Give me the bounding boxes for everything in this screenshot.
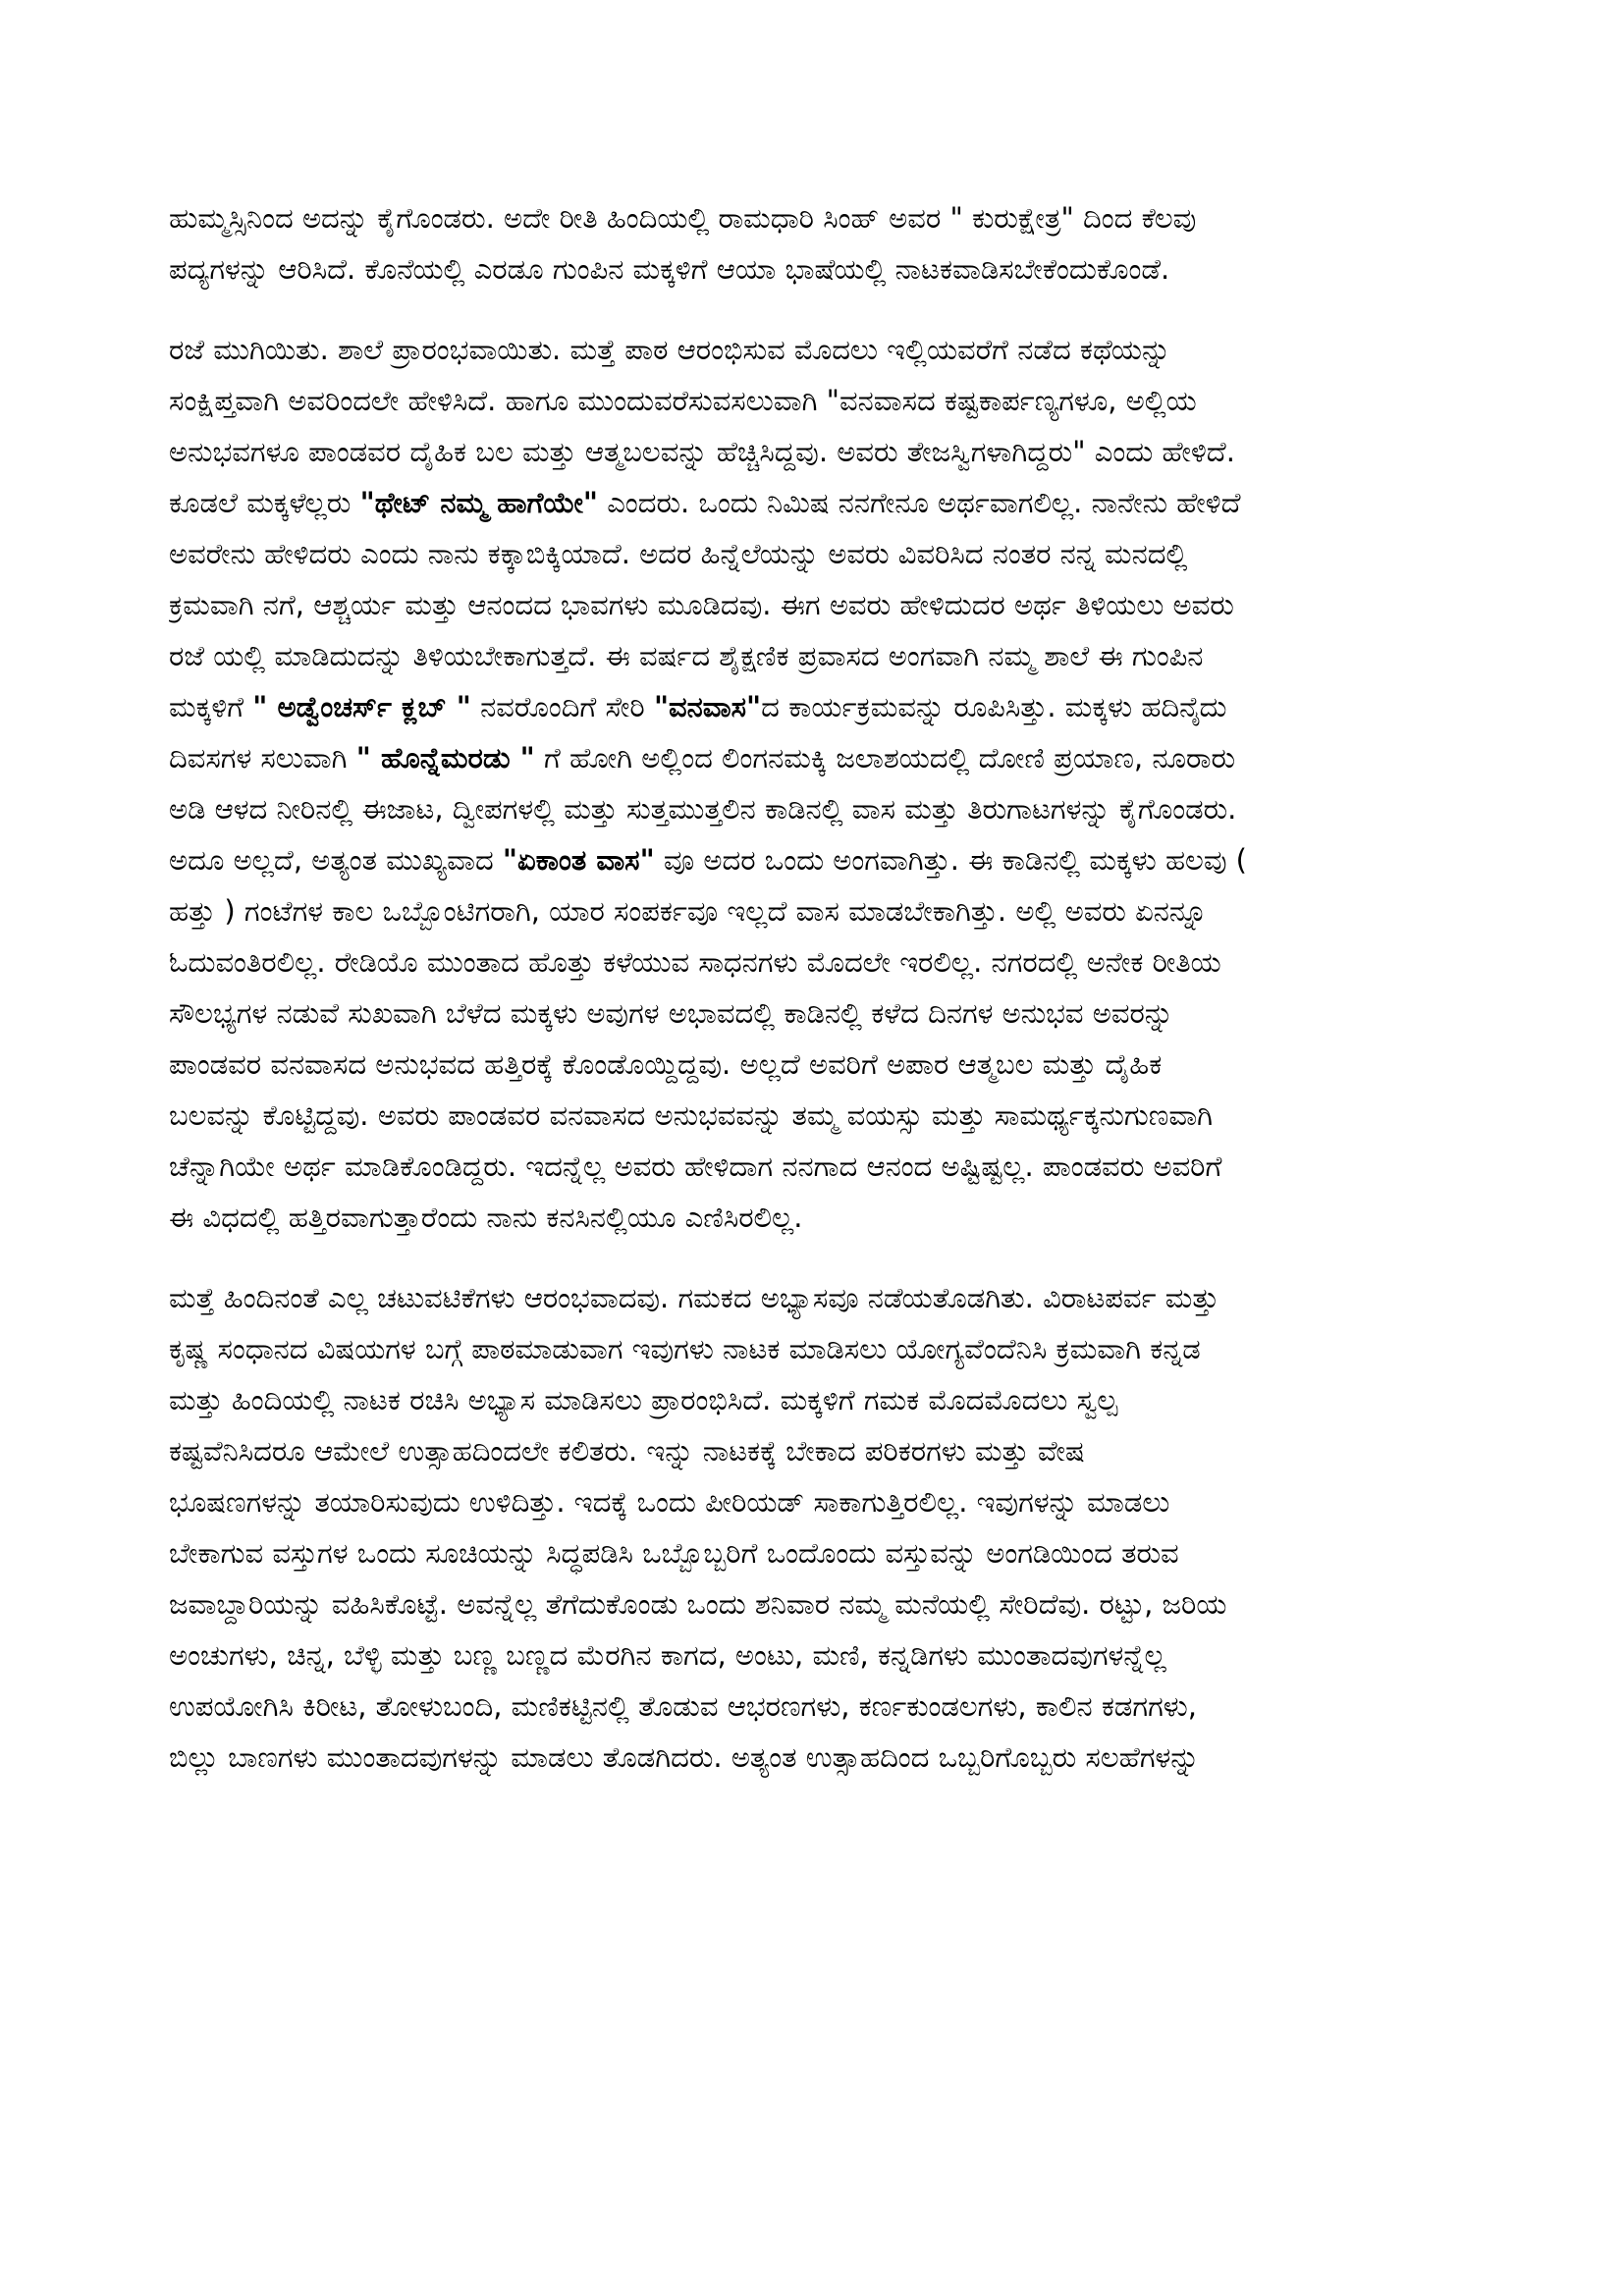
- text-line: ಅನುಭವಗಳೂ ಪಾಂಡವರ ದೈಹಿಕ ಬಲ ಮತ್ತು ಆತ್ಮಬಲವನ್ನು ಹೆಚ್ಚಿಸಿದ್ದವು. ಅವರು ತೇಜಸ್ವಿಗಳಾಗಿದ್ದರು" ಎಂದು ಹೇಳಿದೆ.: [169, 435, 1235, 468]
- text-line: ಸೌಲಭ್ಯಗಳ ನಡುವೆ ಸುಖವಾಗಿ ಬೆಳೆದ ಮಕ್ಕಳು ಅವುಗಳ ಅಭಾವದಲ್ಲಿ ಕಾಡಿನಲ್ಲಿ ಕಳೆದ ದಿನಗಳ ಅನುಭವ ಅವರನ್ನು: [169, 996, 1174, 1030]
- text-line: ಮಕ್ಕಳಿಗೆ " ಅಡ್ವೆಂಚರ್ಸ್ ಕ್ಲಬ್ " ನವರೊಂದಿಗೆ ಸೇರಿ "ವನವಾಸ"ದ ಕಾರ್ಯಕ್ರಮವನ್ನು ರೂಪಿಸಿತ್ತು. ಮಕ್ಕಳು ಹದಿನೈದು: [169, 690, 1227, 723]
- text-line: ಕಷ್ಟವೆನಿಸಿದರೂ ಆಮೇಲೆ ಉತ್ಸಾಹದಿಂದಲೇ ಕಲಿತರು. ಇನ್ನು ನಾಟಕಕ್ಕೆ ಬೇಕಾದ ಪರಿಕರಗಳು ಮತ್ತು ವೇಷ: [169, 1434, 1085, 1468]
- text-line: ಅಡಿ ಆಳದ ನೀರಿನಲ್ಲಿ ಈಜಾಟ, ದ್ವೀಪಗಳಲ್ಲಿ ಮತ್ತು ಸುತ್ತಮುತ್ತಲಿನ ಕಾಡಿನಲ್ಲಿ ವಾಸ ಮತ್ತು ತಿರುಗಾಟಗಳನ್ನು ಕೈಗೊಂಡರು.: [169, 792, 1237, 826]
- bold-phrase: "ಏಕಾಂತ ವಾಸ": [502, 843, 655, 877]
- text-line: ಉಪಯೋಗಿಸಿ ಕಿರೀಟ, ತೋಳುಬಂದಿ, ಮಣಿಕಟ್ಟಿನಲ್ಲಿ ತೊಡುವ ಆಭರಣಗಳು, ಕರ್ಣಕುಂಡಲಗಳು, ಕಾಲಿನ ಕಡಗಗಳು,: [169, 1689, 1197, 1723]
- bold-phrase: "ವನವಾಸ": [653, 690, 762, 723]
- text-line: ಕೂಡಲೆ ಮಕ್ಕಳೆಲ್ಲರು "ಥೇಟ್ ನಮ್ಮ ಹಾಗೆಯೇ" ಎಂದರು. ಒಂದು ನಿಮಿಷ ನನಗೇನೂ ಅರ್ಥವಾಗಲಿಲ್ಲ. ನಾನೇನು ಹೇಳಿದೆ: [169, 486, 1241, 519]
- text-line: ರಜೆ ಯಲ್ಲಿ ಮಾಡಿದುದನ್ನು ತಿಳಿಯಬೇಕಾಗುತ್ತದೆ. ಈ ವರ್ಷದ ಶೈಕ್ಷಣಿಕ ಪ್ರವಾಸದ ಅಂಗವಾಗಿ ನಮ್ಮ ಶಾಲೆ ಈ ಗುಂಪಿನ: [169, 639, 1204, 672]
- text-line: ಅದೂ ಅಲ್ಲದೆ, ಅತ್ಯಂತ ಮುಖ್ಯವಾದ "ಏಕಾಂತ ವಾಸ" ವೂ ಅದರ ಒಂದು ಅಂಗವಾಗಿತ್ತು. ಈ ಕಾಡಿನಲ್ಲಿ ಮಕ್ಕಳು ಹಲವು (: [169, 843, 1247, 877]
- paragraph: [169, 192, 1453, 294]
- text-line: ಬಲವನ್ನು ಕೊಟ್ಟಿದ್ದವು. ಅವರು ಪಾಂಡವರ ವನವಾಸದ ಅನುಭವವನ್ನು ತಮ್ಮ ವಯಸ್ಸು ಮತ್ತು ಸಾಮರ್ಥ್ಯಕ್ಕನುಗುಣವಾಗಿ: [169, 1098, 1214, 1132]
- bold-phrase: "ಥೇಟ್ ನಮ್ಮ ಹಾಗೆಯೇ": [359, 486, 599, 519]
- text-line: ಭೂಷಣಗಳನ್ನು ತಯಾರಿಸುವುದು ಉಳಿದಿತ್ತು. ಇದಕ್ಕೆ ಒಂದು ಪೀರಿಯಡ್ ಸಾಕಾಗುತ್ತಿರಲಿಲ್ಲ. ಇವುಗಳನ್ನು ಮಾಡಲು: [169, 1485, 1170, 1519]
- text-line: ಅವರೇನು ಹೇಳಿದರು ಎಂದು ನಾನು ಕಕ್ಕಾಬಿಕ್ಕಿಯಾದೆ. ಅದರ ಹಿನ್ನೆಲೆಯನ್ನು ಅವರು ವಿವರಿಸಿದ ನಂತರ ನನ್ನ ಮನದಲ್ಲಿ: [169, 537, 1188, 570]
- paragraph: [169, 1272, 1453, 1783]
- text-line: ರಜೆ ಮುಗಿಯಿತು. ಶಾಲೆ ಪ್ರಾರಂಭವಾಯಿತು. ಮತ್ತೆ ಪಾಠ ಆರಂಭಿಸುವ ಮೊದಲು ಇಲ್ಲಿಯವರೆಗೆ ನಡೆದ ಕಥೆಯನ್ನು: [169, 333, 1171, 366]
- text-line: ಸಂಕ್ಷಿಪ್ತವಾಗಿ ಅವರಿಂದಲೇ ಹೇಳಿಸಿದೆ. ಹಾಗೂ ಮುಂದುವರೆಸುವಸಲುವಾಗಿ "ವನವಾಸದ ಕಷ್ಟಕಾರ್ಪಣ್ಯಗಳೂ, ಅಲ್ಲಿಯ: [169, 384, 1197, 417]
- text-line: ಅಂಚುಗಳು, ಚಿನ್ನ, ಬೆಳ್ಳಿ ಮತ್ತು ಬಣ್ಣ ಬಣ್ಣದ ಮೆರಗಿನ ಕಾಗದ, ಅಂಟು, ಮಣಿ, ಕನ್ನಡಿಗಳು ಮುಂತಾದವುಗಳನ್ನೆಲ್ಲ: [169, 1638, 1166, 1672]
- text-line: ಹತ್ತು ) ಗಂಟೆಗಳ ಕಾಲ ಒಬ್ಬೊಂಟಿಗರಾಗಿ, ಯಾರ ಸಂಪರ್ಕವೂ ಇಲ್ಲದೆ ವಾಸ ಮಾಡಬೇಕಾಗಿತ್ತು. ಅಲ್ಲಿ ಅವರು ಏನನ್ನೂ: [169, 894, 1208, 928]
- text-line: ದಿವಸಗಳ ಸಲುವಾಗಿ " ಹೊನ್ನೆಮರಡು " ಗೆ ಹೋಗಿ ಅಲ್ಲಿಂದ ಲಿಂಗನಮಕ್ಕಿ ಜಲಾಶಯದಲ್ಲಿ ದೋಣಿ ಪ್ರಯಾಣ, ನೂರಾರು: [169, 741, 1236, 774]
- bold-phrase: " ಅಡ್ವೆಂಚರ್ಸ್ ಕ್ಲಬ್ ": [252, 690, 471, 723]
- text-line: ಪದ್ಯಗಳನ್ನು ಆರಿಸಿದೆ. ಕೊನೆಯಲ್ಲಿ ಎರಡೂ ಗುಂಪಿನ ಮಕ್ಕಳಿಗೆ ಆಯಾ ಭಾಷೆಯಲ್ಲಿ ನಾಟಕವಾಡಿಸಬೇಕೆಂದುಕೊಂಡೆ.: [169, 252, 1170, 286]
- text-line: ಮತ್ತೆ ಹಿಂದಿನಂತೆ ಎಲ್ಲ ಚಟುವಟಿಕೆಗಳು ಆರಂಭವಾದವು. ಗಮಕದ ಅಭ್ಯಾಸವೂ ನಡೆಯತೊಡಗಿತು. ವಿರಾಟಪರ್ವ ಮತ್ತು: [169, 1281, 1219, 1314]
- text-line: ಈ ವಿಧದಲ್ಲಿ ಹತ್ತಿರವಾಗುತ್ತಾರೆಂದು ನಾನು ಕನಸಿನಲ್ಲಿಯೂ ಎಣಿಸಿರಲಿಲ್ಲ.: [169, 1201, 803, 1234]
- text-line: ಪಾಂಡವರ ವನವಾಸದ ಅನುಭವದ ಹತ್ತಿರಕ್ಕೆ ಕೊಂಡೊಯ್ದಿದ್ದವು. ಅಲ್ಲದೆ ಅವರಿಗೆ ಅಪಾರ ಆತ್ಮಬಲ ಮತ್ತು ದೈಹಿಕ: [169, 1047, 1163, 1081]
- text-line: ಕ್ರಮವಾಗಿ ನಗೆ, ಆಶ್ಚರ್ಯ ಮತ್ತು ಆನಂದದ ಭಾವಗಳು ಮೂಡಿದವು. ಈಗ ಅವರು ಹೇಳಿದುದರ ಅರ್ಥ ತಿಳಿಯಲು ಅವರು: [169, 588, 1234, 621]
- text-line: ಓದುವಂತಿರಲಿಲ್ಲ. ರೇಡಿಯೊ ಮುಂತಾದ ಹೊತ್ತು ಕಳೆಯುವ ಸಾಧನಗಳು ಮೊದಲೇ ಇರಲಿಲ್ಲ. ನಗರದಲ್ಲಿ ಅನೇಕ ರೀತಿಯ: [169, 945, 1221, 979]
- text-line: ಜವಾಬ್ದಾರಿಯನ್ನು ವಹಿಸಿಕೊಟ್ಟೆ. ಅವನ್ನೆಲ್ಲ ತೆಗೆದುಕೊಂಡು ಒಂದು ಶನಿವಾರ ನಮ್ಮ ಮನೆಯಲ್ಲಿ ಸೇರಿದೆವು. ರಟ್ಟು, ಜರಿಯ: [169, 1587, 1227, 1621]
- text-line: ಬೇಕಾಗುವ ವಸ್ತುಗಳ ಒಂದು ಸೂಚಿಯನ್ನು ಸಿದ್ಧಪಡಿಸಿ ಒಬ್ಬೊಬ್ಬರಿಗೆ ಒಂದೊಂದು ವಸ್ತುವನ್ನು ಅಂಗಡಿಯಿಂದ ತರುವ: [169, 1536, 1179, 1570]
- bold-phrase: " ಹೊನ್ನೆಮರಡು ": [355, 741, 535, 774]
- text-line: ಕೃಷ್ಣ ಸಂಧಾನದ ವಿಷಯಗಳ ಬಗ್ಗೆ ಪಾಠಮಾಡುವಾಗ ಇವುಗಳು ನಾಟಕ ಮಾಡಿಸಲು ಯೋಗ್ಯವೆಂದೆನಿಸಿ ಕ್ರಮವಾಗಿ ಕನ್ನಡ: [169, 1332, 1201, 1365]
- text-line: ಮತ್ತು ಹಿಂದಿಯಲ್ಲಿ ನಾಟಕ ರಚಿಸಿ ಅಭ್ಯಾಸ ಮಾಡಿಸಲು ಪ್ರಾರಂಭಿಸಿದೆ. ಮಕ್ಕಳಿಗೆ ಗಮಕ ಮೊದಮೊದಲು ಸ್ವಲ್ಪ: [169, 1383, 1118, 1416]
- text-line: ಬಿಲ್ಲು ಬಾಣಗಳು ಮುಂತಾದವುಗಳನ್ನು ಮಾಡಲು ತೊಡಗಿದರು. ಅತ್ಯಂತ ಉತ್ಸಾಹದಿಂದ ಒಬ್ಬರಿಗೊಬ್ಬರು ಸಲಹೆಗಳನ್ನು: [169, 1740, 1200, 1774]
- text-line: ಚೆನ್ನಾಗಿಯೇ ಅರ್ಥ ಮಾಡಿಕೊಂಡಿದ್ದರು. ಇದನ್ನೆಲ್ಲ ಅವರು ಹೇಳಿದಾಗ ನನಗಾದ ಆನಂದ ಅಷ್ಟಿಷ್ಟಲ್ಲ. ಪಾಂಡವರು ಅವರಿಗೆ: [169, 1149, 1222, 1183]
- document-body: [169, 192, 1453, 1783]
- text-line: ಹುಮ್ಮಸ್ಸಿನಿಂದ ಅದನ್ನು ಕೈಗೊಂಡರು. ಅದೇ ರೀತಿ ಹಿಂದಿಯಲ್ಲಿ ರಾಮಧಾರಿ ಸಿಂಹ್ ಅವರ " ಕುರುಕ್ಷೇತ್ರ" ದಿಂದ ಕೆಲವು: [169, 201, 1197, 235]
- paragraph: [169, 324, 1453, 1243]
